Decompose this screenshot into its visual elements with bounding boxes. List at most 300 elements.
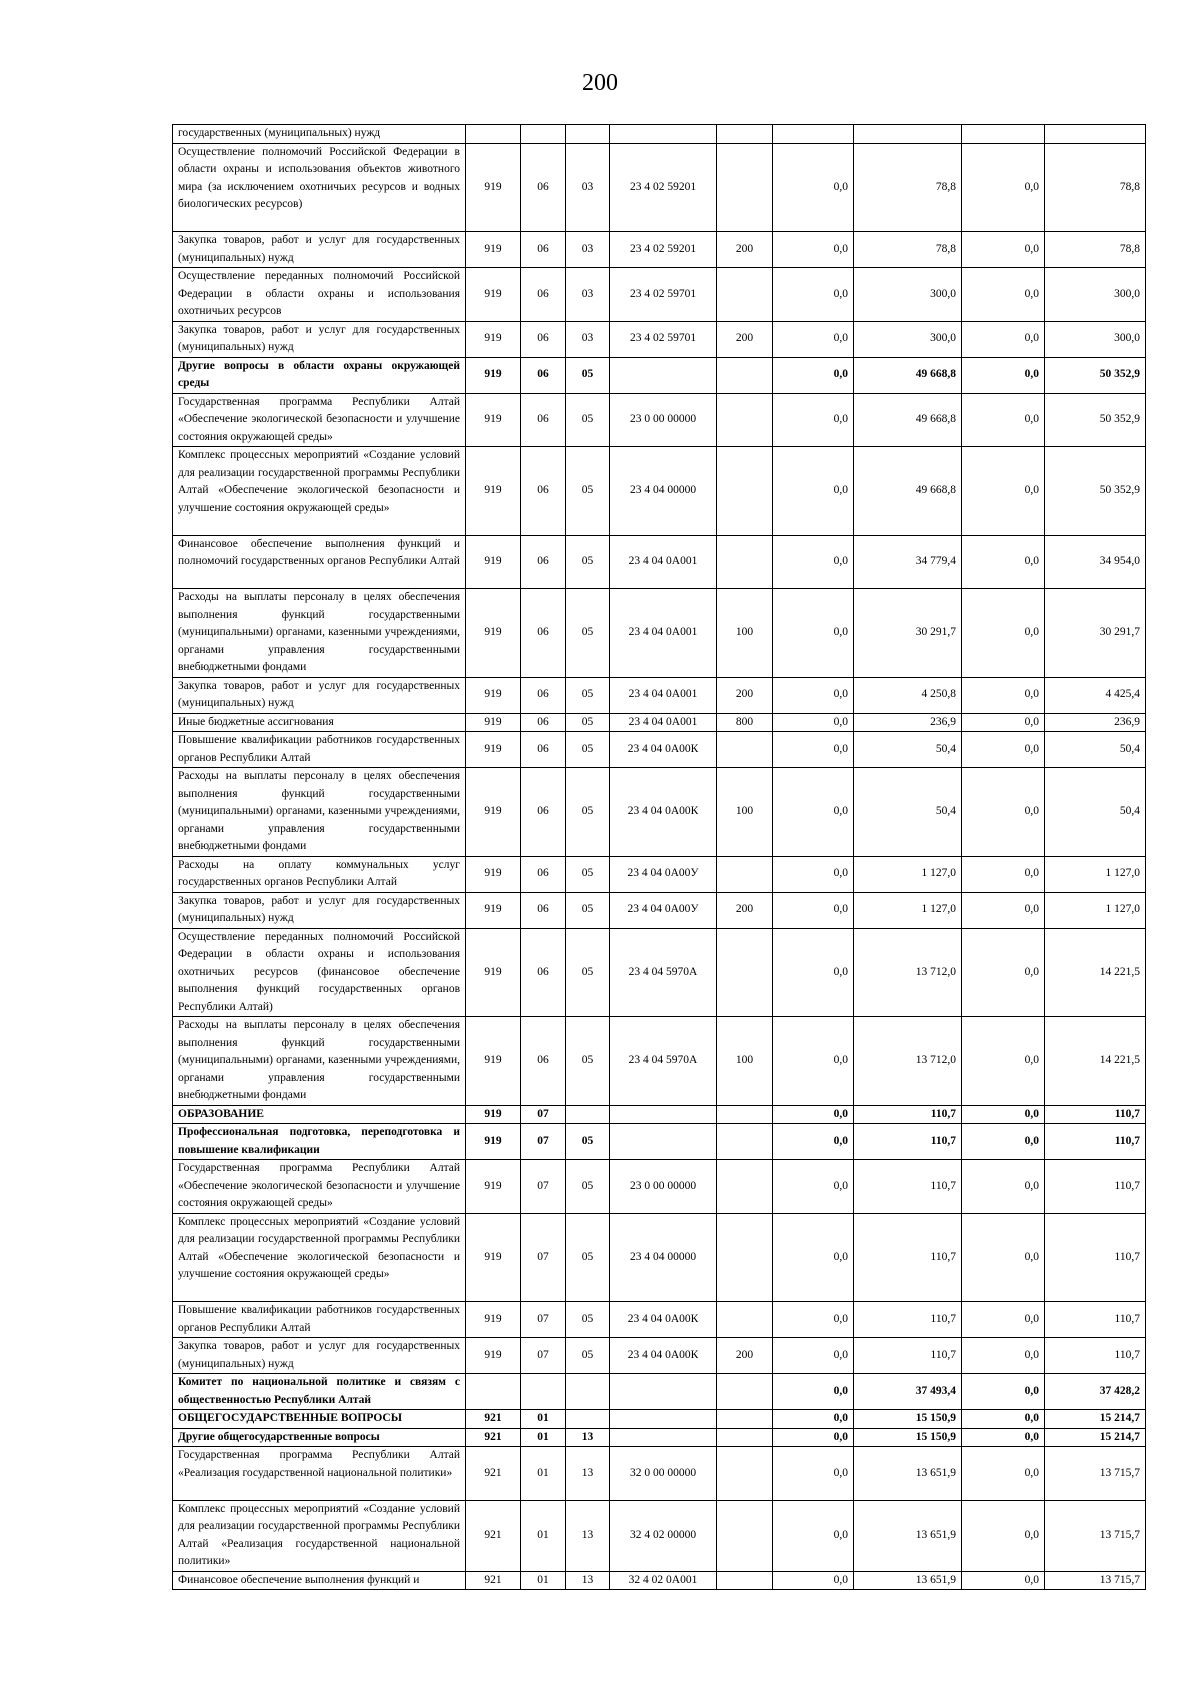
table-cell-value: 0,0	[962, 447, 1045, 536]
table-cell-ved: 921	[466, 1500, 521, 1571]
table-cell-value: 0,0	[962, 892, 1045, 928]
table-cell-value: 15 214,7	[1045, 1410, 1146, 1429]
table-cell-pr: 05	[566, 856, 610, 892]
table-row	[173, 928, 1146, 1017]
table-cell-value: 13 715,7	[1045, 1571, 1146, 1590]
table-cell-vr	[717, 125, 773, 144]
table-cell-value: 0,0	[773, 535, 854, 589]
table-cell-name: Повышение квалификации работников государственных органов Республики Алтай	[173, 732, 466, 768]
table-cell-value: 0,0	[962, 1124, 1045, 1160]
table-cell-name: Комплекс процессных мероприятий «Создание условий для реализации государственной программы Республики Алтай «Реализация государственной национальной политики»	[173, 1500, 466, 1571]
table-cell-value: 0,0	[962, 856, 1045, 892]
table-cell-csr: 23 4 04 0А00К	[610, 732, 717, 768]
table-cell-value: 110,7	[1045, 1302, 1146, 1338]
table-cell-rz: 06	[521, 447, 566, 536]
table-cell-value: 0,0	[773, 1338, 854, 1374]
table-cell-value: 15 150,9	[854, 1428, 962, 1447]
table-cell-name: Осуществление переданных полномочий Российской Федерации в области охраны и использования охотничьих ресурсов	[173, 268, 466, 322]
table-cell-ved: 919	[466, 1302, 521, 1338]
table-row	[173, 321, 1146, 357]
table-cell-value: 0,0	[773, 1500, 854, 1571]
table-row	[173, 1105, 1146, 1124]
table-cell-value: 0,0	[773, 447, 854, 536]
table-cell-value: 1 127,0	[1045, 892, 1146, 928]
table-cell-value: 110,7	[1045, 1105, 1146, 1124]
table-cell-value: 49 668,8	[854, 393, 962, 447]
table-cell-value: 50 352,9	[1045, 393, 1146, 447]
table-cell-rz: 06	[521, 856, 566, 892]
table-cell-value: 0,0	[962, 677, 1045, 713]
table-cell-name: Расходы на выплаты персоналу в целях обеспечения выполнения функций государственными (муниципальными) органами, казенными учреждениями, органами управления государственными внебюджетными фондами	[173, 589, 466, 678]
table-cell-value: 78,8	[854, 232, 962, 268]
table-cell-value: 110,7	[854, 1338, 962, 1374]
table-cell-value: 1 127,0	[1045, 856, 1146, 892]
table-cell-value: 13 651,9	[854, 1571, 962, 1590]
table-cell-value: 50,4	[1045, 768, 1146, 857]
table-cell-ved: 921	[466, 1428, 521, 1447]
table-cell-value: 0,0	[773, 1160, 854, 1214]
table-cell-value	[854, 125, 962, 144]
table-cell-pr: 05	[566, 1160, 610, 1214]
table-row	[173, 1500, 1146, 1571]
table-row	[173, 1160, 1146, 1214]
table-cell-pr	[566, 1105, 610, 1124]
table-cell-ved: 919	[466, 1213, 521, 1302]
table-row	[173, 1447, 1146, 1501]
table-cell-value: 0,0	[773, 1374, 854, 1410]
table-cell-value: 0,0	[773, 1571, 854, 1590]
table-cell-csr: 23 4 04 0А00У	[610, 892, 717, 928]
table-cell-value: 15 214,7	[1045, 1428, 1146, 1447]
table-row	[173, 125, 1146, 144]
table-cell-name: Комплекс процессных мероприятий «Создание условий для реализации государственной программы Республики Алтай «Обеспечение экологической безопасности и улучшение состояния окружающей среды»	[173, 447, 466, 536]
table-cell-name: Закупка товаров, работ и услуг для государственных (муниципальных) нужд	[173, 892, 466, 928]
table-cell-csr: 23 4 04 0А001	[610, 713, 717, 732]
table-row	[173, 1428, 1146, 1447]
table-cell-value: 13 712,0	[854, 1017, 962, 1106]
table-cell-vr	[717, 1302, 773, 1338]
table-cell-pr: 05	[566, 1017, 610, 1106]
table-cell-value: 0,0	[773, 1124, 854, 1160]
table-cell-pr: 05	[566, 1124, 610, 1160]
table-cell-pr: 13	[566, 1571, 610, 1590]
table-cell-pr: 03	[566, 232, 610, 268]
table-cell-value: 0,0	[962, 1374, 1045, 1410]
table-cell-value: 0,0	[773, 1410, 854, 1429]
table-cell-value: 0,0	[962, 143, 1045, 232]
table-cell-ved	[466, 125, 521, 144]
table-cell-csr: 23 0 00 00000	[610, 1160, 717, 1214]
table-cell-vr	[717, 268, 773, 322]
table-cell-value: 0,0	[773, 732, 854, 768]
table-cell-ved: 919	[466, 677, 521, 713]
table-cell-vr: 200	[717, 321, 773, 357]
table-cell-pr: 05	[566, 928, 610, 1017]
table-cell-vr	[717, 143, 773, 232]
table-cell-ved: 919	[466, 447, 521, 536]
table-cell-pr: 13	[566, 1428, 610, 1447]
table-cell-csr	[610, 1410, 717, 1429]
table-cell-value: 1 127,0	[854, 856, 962, 892]
table-cell-value: 300,0	[854, 321, 962, 357]
table-cell-ved: 919	[466, 1338, 521, 1374]
table-cell-vr	[717, 357, 773, 393]
table-cell-value: 0,0	[773, 713, 854, 732]
table-cell-value	[773, 125, 854, 144]
table-cell-rz: 06	[521, 1017, 566, 1106]
table-cell-name: Закупка товаров, работ и услуг для государственных (муниципальных) нужд	[173, 232, 466, 268]
table-cell-value: 78,8	[1045, 232, 1146, 268]
table-cell-vr	[717, 856, 773, 892]
table-cell-csr	[610, 1124, 717, 1160]
table-cell-value: 0,0	[962, 393, 1045, 447]
table-cell-name: Закупка товаров, работ и услуг для государственных (муниципальных) нужд	[173, 677, 466, 713]
table-cell-name: Профессиональная подготовка, переподготовка и повышение квалификации	[173, 1124, 466, 1160]
table-cell-value: 30 291,7	[1045, 589, 1146, 678]
table-cell-value: 50,4	[854, 732, 962, 768]
table-cell-rz: 06	[521, 589, 566, 678]
table-cell-name: Иные бюджетные ассигнования	[173, 713, 466, 732]
table-cell-value: 0,0	[773, 321, 854, 357]
table-cell-vr: 200	[717, 1338, 773, 1374]
table-cell-value: 34 954,0	[1045, 535, 1146, 589]
table-cell-value: 37 428,2	[1045, 1374, 1146, 1410]
table-cell-csr: 23 4 02 59201	[610, 143, 717, 232]
table-cell-pr: 05	[566, 1302, 610, 1338]
table-row	[173, 589, 1146, 678]
table-cell-name: Комитет по национальной политике и связям с общественностью Республики Алтай	[173, 1374, 466, 1410]
table-cell-csr: 23 4 04 0А001	[610, 589, 717, 678]
table-row	[173, 856, 1146, 892]
table-cell-value: 50,4	[854, 768, 962, 857]
table-cell-name: Государственная программа Республики Алтай «Обеспечение экологической безопасности и улучшение состояния окружающей среды»	[173, 1160, 466, 1214]
table-cell-value: 0,0	[773, 892, 854, 928]
table-cell-value: 0,0	[962, 1213, 1045, 1302]
table-cell-pr: 05	[566, 535, 610, 589]
table-cell-ved: 919	[466, 1124, 521, 1160]
table-row	[173, 713, 1146, 732]
table-cell-rz: 07	[521, 1213, 566, 1302]
table-cell-vr: 800	[717, 713, 773, 732]
table-cell-value: 14 221,5	[1045, 1017, 1146, 1106]
table-cell-value: 0,0	[962, 1338, 1045, 1374]
table-row	[173, 232, 1146, 268]
table-cell-rz: 01	[521, 1571, 566, 1590]
table-cell-rz: 01	[521, 1500, 566, 1571]
table-cell-vr: 100	[717, 589, 773, 678]
table-cell-value: 15 150,9	[854, 1410, 962, 1429]
table-cell-ved: 919	[466, 589, 521, 678]
table-cell-value: 110,7	[854, 1302, 962, 1338]
table-cell-value: 13 715,7	[1045, 1500, 1146, 1571]
table-cell-value: 0,0	[773, 232, 854, 268]
table-cell-csr: 23 4 02 59201	[610, 232, 717, 268]
table-cell-name: Другие общегосударственные вопросы	[173, 1428, 466, 1447]
table-cell-ved: 919	[466, 928, 521, 1017]
table-cell-csr: 23 4 04 00000	[610, 447, 717, 536]
table-cell-value: 13 651,9	[854, 1500, 962, 1571]
table-cell-ved: 919	[466, 535, 521, 589]
table-cell-csr	[610, 1374, 717, 1410]
table-cell-value: 0,0	[962, 928, 1045, 1017]
table-cell-value: 78,8	[1045, 143, 1146, 232]
table-cell-vr: 200	[717, 677, 773, 713]
table-cell-value: 0,0	[773, 357, 854, 393]
table-cell-rz: 06	[521, 732, 566, 768]
table-cell-rz	[521, 125, 566, 144]
table-cell-name: ОБЩЕГОСУДАРСТВЕННЫЕ ВОПРОСЫ	[173, 1410, 466, 1429]
table-cell-csr: 23 4 04 0А00К	[610, 1338, 717, 1374]
table-cell-pr: 05	[566, 447, 610, 536]
table-cell-value: 110,7	[1045, 1160, 1146, 1214]
table-cell-csr: 23 4 04 0А00К	[610, 1302, 717, 1338]
table-cell-pr	[566, 1374, 610, 1410]
table-cell-csr	[610, 125, 717, 144]
table-cell-ved: 919	[466, 232, 521, 268]
table-cell-pr: 05	[566, 732, 610, 768]
table-cell-value: 0,0	[962, 732, 1045, 768]
table-cell-vr: 200	[717, 232, 773, 268]
table-cell-ved: 919	[466, 1105, 521, 1124]
table-cell-value: 300,0	[1045, 268, 1146, 322]
table-cell-value: 4 425,4	[1045, 677, 1146, 713]
table-cell-vr	[717, 1374, 773, 1410]
table-cell-ved: 919	[466, 143, 521, 232]
table-cell-value: 110,7	[1045, 1124, 1146, 1160]
table-row	[173, 1374, 1146, 1410]
table-cell-name: Расходы на оплату коммунальных услуг государственных органов Республики Алтай	[173, 856, 466, 892]
table-cell-value: 0,0	[962, 589, 1045, 678]
table-cell-value: 110,7	[1045, 1213, 1146, 1302]
table-cell-value: 110,7	[854, 1213, 962, 1302]
table-cell-vr	[717, 1105, 773, 1124]
table-cell-csr: 23 4 04 0А00К	[610, 768, 717, 857]
table-cell-rz: 06	[521, 928, 566, 1017]
table-cell-name: Повышение квалификации работников государственных органов Республики Алтай	[173, 1302, 466, 1338]
table-cell-rz: 01	[521, 1447, 566, 1501]
table-cell-name: Другие вопросы в области охраны окружающей среды	[173, 357, 466, 393]
table-cell-rz	[521, 1374, 566, 1410]
table-cell-value: 50,4	[1045, 732, 1146, 768]
table-cell-value: 4 250,8	[854, 677, 962, 713]
table-row	[173, 447, 1146, 536]
table-cell-vr	[717, 1428, 773, 1447]
table-cell-value	[962, 125, 1045, 144]
table-cell-csr: 32 4 02 00000	[610, 1500, 717, 1571]
table-row	[173, 1410, 1146, 1429]
table-cell-vr	[717, 1124, 773, 1160]
table-cell-csr: 23 4 02 59701	[610, 268, 717, 322]
table-cell-csr: 32 0 00 00000	[610, 1447, 717, 1501]
table-cell-value: 236,9	[854, 713, 962, 732]
table-cell-ved: 919	[466, 1160, 521, 1214]
table-cell-name: Расходы на выплаты персоналу в целях обеспечения выполнения функций государственными (муниципальными) органами, казенными учреждениями, органами управления государственными внебюджетными фондами	[173, 1017, 466, 1106]
table-cell-rz: 06	[521, 535, 566, 589]
table-cell-ved: 919	[466, 768, 521, 857]
table-cell-rz: 07	[521, 1160, 566, 1214]
table-cell-name: Осуществление переданных полномочий Российской Федерации в области охраны и использования охотничьих ресурсов (финансовое обеспечение выполнения функций государственных органов Республики Алтай)	[173, 928, 466, 1017]
table-cell-vr	[717, 1160, 773, 1214]
table-cell-csr: 23 4 02 59701	[610, 321, 717, 357]
table-cell-csr: 23 4 04 5970А	[610, 1017, 717, 1106]
table-cell-rz: 06	[521, 268, 566, 322]
table-cell-value: 0,0	[773, 393, 854, 447]
budget-table	[172, 124, 1146, 1590]
table-cell-value: 30 291,7	[854, 589, 962, 678]
table-cell-value: 37 493,4	[854, 1374, 962, 1410]
table-cell-value: 34 779,4	[854, 535, 962, 589]
table-cell-value: 0,0	[773, 1302, 854, 1338]
page-number: 200	[582, 70, 618, 96]
table-cell-value: 0,0	[962, 1410, 1045, 1429]
table-cell-rz: 06	[521, 232, 566, 268]
table-cell-vr	[717, 928, 773, 1017]
table-cell-ved: 921	[466, 1447, 521, 1501]
table-row	[173, 1017, 1146, 1106]
table-cell-ved: 919	[466, 713, 521, 732]
table-cell-rz: 07	[521, 1302, 566, 1338]
table-cell-vr	[717, 1213, 773, 1302]
table-cell-vr	[717, 447, 773, 536]
table-cell-rz: 07	[521, 1338, 566, 1374]
table-cell-value: 0,0	[773, 1447, 854, 1501]
table-cell-pr: 03	[566, 268, 610, 322]
table-cell-csr: 23 4 04 0А001	[610, 677, 717, 713]
table-cell-csr: 23 0 00 00000	[610, 393, 717, 447]
table-cell-ved: 919	[466, 321, 521, 357]
table-cell-pr: 05	[566, 677, 610, 713]
table-cell-value: 49 668,8	[854, 447, 962, 536]
table-cell-ved: 919	[466, 856, 521, 892]
table-cell-value: 0,0	[962, 1105, 1045, 1124]
table-cell-value: 300,0	[1045, 321, 1146, 357]
table-cell-value	[1045, 125, 1146, 144]
table-row	[173, 768, 1146, 857]
table-row	[173, 535, 1146, 589]
table-cell-value: 0,0	[962, 1017, 1045, 1106]
table-cell-pr: 05	[566, 1213, 610, 1302]
table-row	[173, 892, 1146, 928]
table-cell-value: 49 668,8	[854, 357, 962, 393]
table-cell-rz: 06	[521, 321, 566, 357]
table-cell-vr	[717, 1500, 773, 1571]
table-cell-rz: 06	[521, 357, 566, 393]
table-cell-ved: 919	[466, 1017, 521, 1106]
table-cell-name: ОБРАЗОВАНИЕ	[173, 1105, 466, 1124]
table-cell-value: 110,7	[854, 1124, 962, 1160]
table-cell-value: 13 715,7	[1045, 1447, 1146, 1501]
table-cell-csr: 32 4 02 0А001	[610, 1571, 717, 1590]
table-cell-ved: 921	[466, 1410, 521, 1429]
table-row	[173, 357, 1146, 393]
table-cell-value: 0,0	[773, 928, 854, 1017]
table-cell-value: 0,0	[773, 1428, 854, 1447]
table-cell-name: Комплекс процессных мероприятий «Создание условий для реализации государственной программы Республики Алтай «Обеспечение экологической безопасности и улучшение состояния окружающей среды»	[173, 1213, 466, 1302]
table-cell-name: государственных (муниципальных) нужд	[173, 125, 466, 144]
table-row	[173, 143, 1146, 232]
table-cell-value: 0,0	[962, 535, 1045, 589]
table-cell-csr	[610, 357, 717, 393]
table-cell-pr: 05	[566, 1338, 610, 1374]
table-cell-value: 300,0	[854, 268, 962, 322]
table-cell-csr	[610, 1105, 717, 1124]
table-cell-name: Осуществление полномочий Российской Федерации в области охраны и использования объектов животного мира (за исключением охотничьих ресурсов и водных биологических ресурсов)	[173, 143, 466, 232]
table-cell-pr: 05	[566, 357, 610, 393]
table-cell-vr	[717, 1410, 773, 1429]
table-cell-value: 110,7	[1045, 1338, 1146, 1374]
table-cell-ved	[466, 1374, 521, 1410]
table-cell-vr: 200	[717, 892, 773, 928]
table-cell-value: 13 712,0	[854, 928, 962, 1017]
table-cell-value: 0,0	[773, 268, 854, 322]
table-row	[173, 1338, 1146, 1374]
table-cell-pr: 03	[566, 321, 610, 357]
table-cell-value: 0,0	[962, 1500, 1045, 1571]
table-cell-ved: 919	[466, 268, 521, 322]
table-cell-rz: 06	[521, 393, 566, 447]
table-row	[173, 732, 1146, 768]
table-cell-csr: 23 4 04 0А001	[610, 535, 717, 589]
table-cell-pr	[566, 125, 610, 144]
table-row	[173, 1124, 1146, 1160]
table-cell-vr: 100	[717, 768, 773, 857]
table-row	[173, 677, 1146, 713]
table-cell-pr: 05	[566, 393, 610, 447]
table-cell-name: Государственная программа Республики Алтай «Реализация государственной национальной политики»	[173, 1447, 466, 1501]
table-cell-pr: 05	[566, 768, 610, 857]
table-cell-value: 236,9	[1045, 713, 1146, 732]
table-cell-pr: 13	[566, 1447, 610, 1501]
table-cell-csr: 23 4 04 00000	[610, 1213, 717, 1302]
table-cell-rz: 01	[521, 1410, 566, 1429]
table-cell-value: 0,0	[962, 1302, 1045, 1338]
table-cell-rz: 06	[521, 713, 566, 732]
table-cell-value: 0,0	[773, 1017, 854, 1106]
table-cell-ved: 919	[466, 892, 521, 928]
table-cell-value: 14 221,5	[1045, 928, 1146, 1017]
table-cell-value: 50 352,9	[1045, 357, 1146, 393]
table-cell-name: Государственная программа Республики Алтай «Обеспечение экологической безопасности и улучшение состояния окружающей среды»	[173, 393, 466, 447]
table-cell-ved: 919	[466, 393, 521, 447]
table-cell-pr: 03	[566, 143, 610, 232]
table-row	[173, 1213, 1146, 1302]
table-cell-value: 78,8	[854, 143, 962, 232]
table-cell-value: 110,7	[854, 1160, 962, 1214]
table-cell-pr: 05	[566, 713, 610, 732]
table-cell-ved: 921	[466, 1571, 521, 1590]
table-cell-rz: 06	[521, 677, 566, 713]
table-cell-pr: 05	[566, 589, 610, 678]
table-cell-ved: 919	[466, 357, 521, 393]
table-cell-value: 110,7	[854, 1105, 962, 1124]
table-cell-value: 0,0	[773, 589, 854, 678]
table-cell-value: 0,0	[962, 321, 1045, 357]
table-cell-csr: 23 4 04 5970А	[610, 928, 717, 1017]
table-cell-vr	[717, 393, 773, 447]
table-cell-rz: 01	[521, 1428, 566, 1447]
table-cell-value: 0,0	[962, 232, 1045, 268]
table-cell-value: 0,0	[773, 1105, 854, 1124]
table-cell-csr	[610, 1428, 717, 1447]
table-cell-vr: 100	[717, 1017, 773, 1106]
table-cell-value: 0,0	[962, 357, 1045, 393]
table-cell-vr	[717, 1447, 773, 1501]
table-cell-pr: 13	[566, 1500, 610, 1571]
table-cell-ved: 919	[466, 732, 521, 768]
table-cell-value: 0,0	[773, 677, 854, 713]
table-cell-name: Расходы на выплаты персоналу в целях обеспечения выполнения функций государственными (муниципальными) органами, казенными учреждениями, органами управления государственными внебюджетными фондами	[173, 768, 466, 857]
table-cell-pr: 05	[566, 892, 610, 928]
